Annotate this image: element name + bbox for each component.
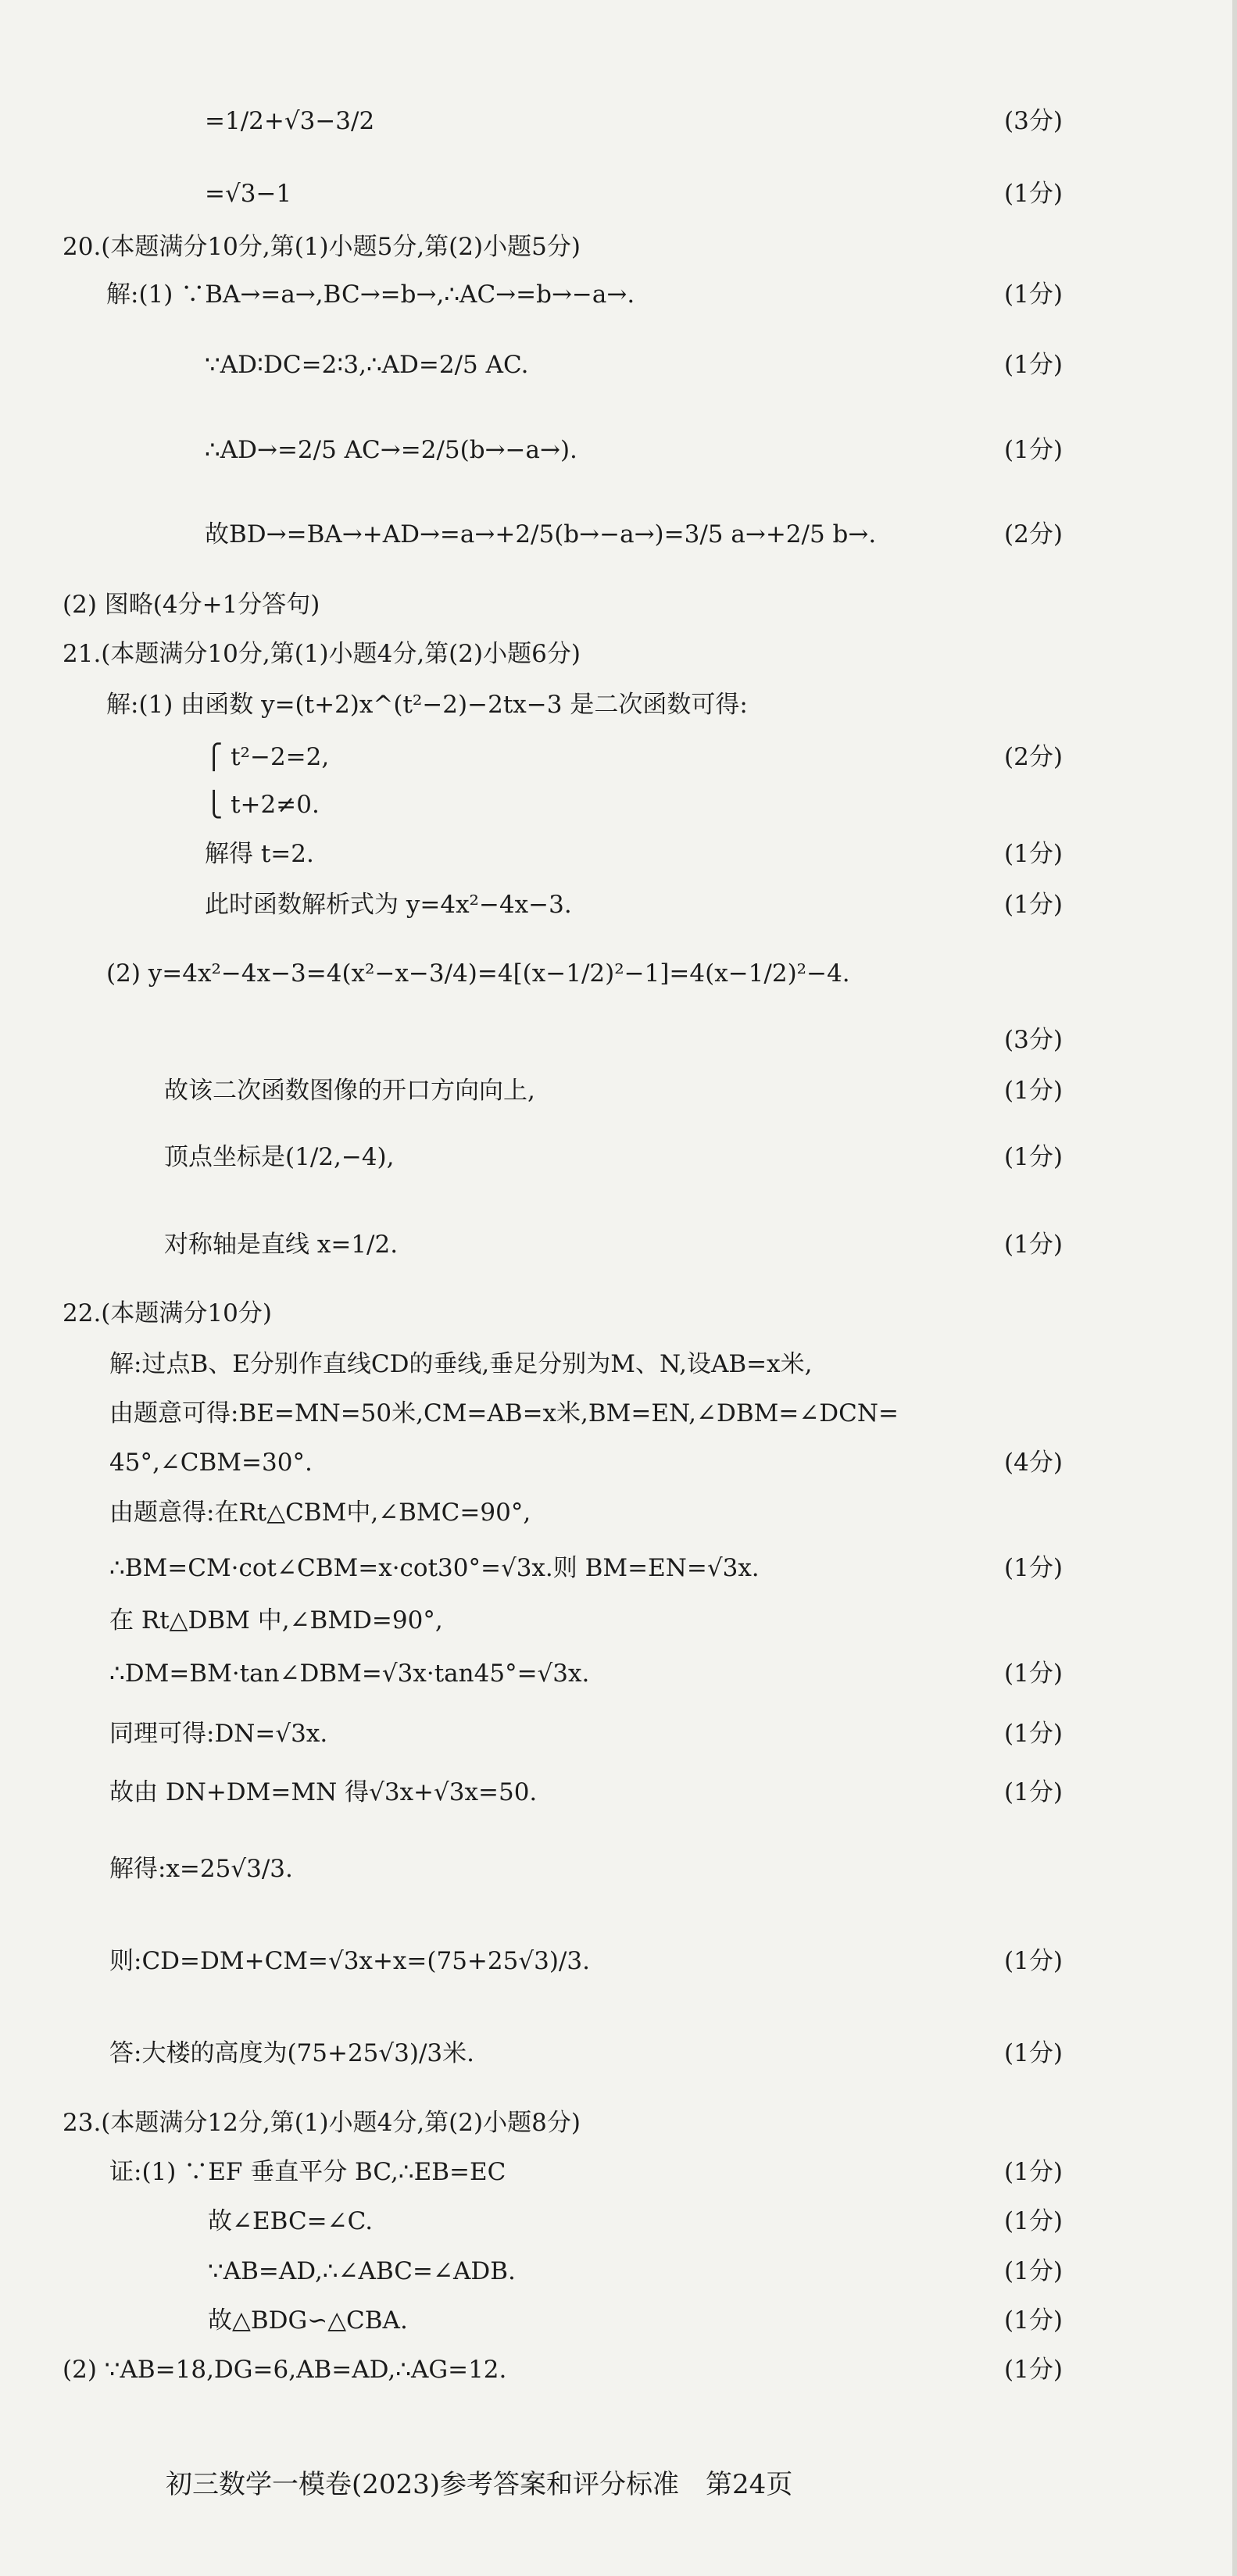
question-header: 20.(本题满分10分,第(1)小题5分,第(2)小题5分) (63, 233, 581, 261)
math-line: (2) y=4x²−4x−3=4(x²−x−3/4)=4[(x−1/2)²−1]=4(x−1/2)²−4. (106, 959, 850, 988)
math-line: ⎩ t+2≠0. (205, 791, 320, 819)
score: (1分) (1004, 1947, 1063, 1975)
score: (1分) (1004, 351, 1063, 379)
score: (1分) (1004, 2207, 1063, 2235)
score: (1分) (1004, 2306, 1063, 2335)
math-line: ⎧ t²−2=2, (205, 743, 330, 771)
math-line: 故△BDG∽△CBA. (208, 2306, 408, 2335)
score: (1分) (1004, 2356, 1063, 2384)
math-line: 解:(1) ∵BA→=a→,BC→=b→,∴AC→=b→−a→. (106, 280, 635, 309)
score: (1分) (1004, 1143, 1063, 1171)
score: (1分) (1004, 1077, 1063, 1105)
math-line: ∴AD→=2/5 AC→=2/5(b→−a→). (205, 436, 577, 464)
score: (3分) (1004, 1026, 1063, 1054)
question-header: 23.(本题满分12分,第(1)小题4分,第(2)小题8分) (63, 2109, 581, 2137)
score: (2分) (1004, 520, 1063, 548)
math-line: 解:过点B、E分别作直线CD的垂线,垂足分别为M、N,设AB=x米, (109, 1350, 813, 1378)
math-line: 解得:x=25√3/3. (109, 1855, 293, 1883)
score: (1分) (1004, 1720, 1063, 1748)
question-header: 22.(本题满分10分) (63, 1299, 272, 1327)
math-line: ∴BM=CM·cot∠CBM=x·cot30°=√3x.则 BM=EN=√3x. (109, 1554, 760, 1582)
math-line: 故该二次函数图像的开口方向向上, (164, 1077, 535, 1105)
math-line: 故∠EBC=∠C. (208, 2207, 374, 2235)
math-line: 故BD→=BA→+AD→=a→+2/5(b→−a→)=3/5 a→+2/5 b→. (205, 520, 877, 548)
math-line: (2) ∵AB=18,DG=6,AB=AD,∴AG=12. (63, 2356, 507, 2384)
score: (1分) (1004, 1778, 1063, 1806)
score: (1分) (1004, 2158, 1063, 2186)
score: (2分) (1004, 743, 1063, 771)
math-line: 解得 t=2. (205, 840, 314, 868)
score: (1分) (1004, 1554, 1063, 1582)
math-line: 证:(1) ∵EF 垂直平分 BC,∴EB=EC (109, 2158, 506, 2186)
question-header: 21.(本题满分10分,第(1)小题4分,第(2)小题6分) (63, 640, 581, 668)
score: (1分) (1004, 436, 1063, 464)
math-line: 故由 DN+DM=MN 得√3x+√3x=50. (109, 1778, 538, 1806)
math-line: =√3−1 (205, 180, 292, 208)
math-line: 由题意得:在Rt△CBM中,∠BMC=90°, (109, 1499, 531, 1527)
math-line: ∵AD∶DC=2∶3,∴AD=2/5 AC. (205, 351, 529, 379)
math-line: ∵AB=AD,∴∠ABC=∠ADB. (208, 2257, 516, 2285)
math-line: ∴DM=BM·tan∠DBM=√3x·tan45°=√3x. (109, 1660, 590, 1688)
math-line: 解:(1) 由函数 y=(t+2)x^(t²−2)−2tx−3 是二次函数可得: (106, 691, 748, 719)
score: (1分) (1004, 1231, 1063, 1259)
score: (1分) (1004, 840, 1063, 868)
score: (1分) (1004, 280, 1063, 309)
score: (1分) (1004, 2257, 1063, 2285)
math-line: 同理可得:DN=√3x. (109, 1720, 328, 1748)
math-line: 由题意可得:BE=MN=50米,CM=AB=x米,BM=EN,∠DBM=∠DCN= (109, 1399, 899, 1427)
math-line: =1/2+√3−3/2 (205, 107, 375, 135)
math-line: 对称轴是直线 x=1/2. (164, 1231, 399, 1259)
math-line: 45°,∠CBM=30°. (109, 1449, 313, 1477)
math-line: 答:大楼的高度为(75+25√3)/3米. (109, 2039, 474, 2067)
score: (1分) (1004, 891, 1063, 919)
page-footer: 初三数学一模卷(2023)参考答案和评分标准 第24页 (166, 2469, 793, 2500)
math-line: 顶点坐标是(1/2,−4), (164, 1143, 395, 1171)
score: (4分) (1004, 1449, 1063, 1477)
math-line: (2) 图略(4分+1分答句) (63, 591, 320, 619)
score: (1分) (1004, 180, 1063, 208)
score: (1分) (1004, 1660, 1063, 1688)
page-edge-divider (1232, 0, 1237, 2576)
math-line: 则:CD=DM+CM=√3x+x=(75+25√3)/3. (109, 1947, 590, 1975)
score: (3分) (1004, 107, 1063, 135)
math-line: 此时函数解析式为 y=4x²−4x−3. (205, 891, 572, 919)
math-line: 在 Rt△DBM 中,∠BMD=90°, (109, 1606, 443, 1635)
score: (1分) (1004, 2039, 1063, 2067)
